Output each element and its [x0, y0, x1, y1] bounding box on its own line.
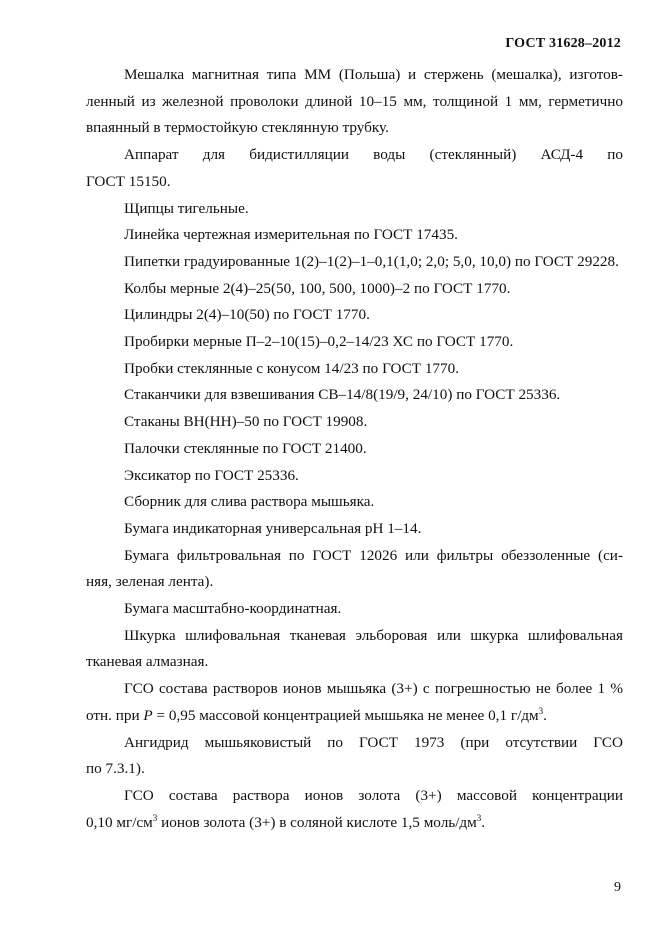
page-number: 9: [614, 880, 621, 895]
paragraph-gold-gso: [86, 783, 623, 836]
paragraph-pipettes: Пипетки градуированные 1(2)–1(2)–1–0,1(1,0; 2,0; 5,0, 10,0) по ГОСТ 29228.: [124, 252, 619, 270]
text-line: ГСО состава раствора ионов золота (3+) массовой концентрации: [124, 786, 623, 804]
paragraph-filter-paper: [86, 543, 623, 596]
text-line: Мешалка магнитная типа ММ (Польша) и стержень (мешалка), изготов-: [124, 66, 623, 83]
text-line: [86, 810, 623, 837]
text-line: няя, зеленая лента).: [86, 573, 214, 591]
text-line: впаянный в термостойкую стеклянную трубку.: [86, 119, 389, 137]
paragraph-indicator-paper: Бумага индикаторная универсальная рН 1–14.: [124, 519, 422, 537]
paragraph-beakers: Стаканы ВН(НН)–50 по ГОСТ 19908.: [124, 413, 368, 431]
paragraph-cylinders: Цилиндры 2(4)–10(50) по ГОСТ 1770.: [124, 306, 370, 324]
text-line: Ангидрид мышьяковистый по ГОСТ 1973 (при отсутствии ГСО: [124, 733, 623, 751]
text-line: ГОСТ 15150.: [86, 172, 171, 190]
paragraph-graph-paper: Бумага масштабно-координатная.: [124, 600, 342, 618]
variable-p: Р: [143, 706, 153, 724]
paragraph-tongs: Щипцы тигельные.: [124, 199, 249, 217]
paragraph-mixer: [86, 62, 623, 142]
text-line: Аппарат для бидистилляции воды (стеклянный) АСД-4 по: [124, 146, 623, 164]
paragraph-flasks: Колбы мерные 2(4)–25(50, 100, 500, 1000)–2 по ГОСТ 1770.: [124, 279, 511, 297]
text-line: ленный из железной проволоки длиной 10–15 мм, толщиной 1 мм, герметично: [86, 92, 623, 110]
paragraph-distiller: [86, 142, 623, 195]
paragraph-collector: Сборник для слива раствора мышьяка.: [124, 493, 375, 511]
text-line: Бумага фильтровальная по ГОСТ 12026 или фильтры обеззоленные (си-: [124, 546, 623, 564]
text-fragment: .: [543, 706, 547, 724]
document-body: [86, 62, 623, 836]
superscript: 3: [538, 705, 544, 716]
paragraph-weighing-bottles: Стаканчики для взвешивания СВ–14/8(19/9, 24/10) по ГОСТ 25336.: [124, 386, 561, 404]
text-line: тканевая алмазная.: [86, 653, 209, 671]
text-line: [86, 703, 623, 730]
paragraph-arsenic-gso: [86, 676, 623, 729]
text-fragment: 0,10 мг/см: [86, 813, 153, 831]
text-line: по 7.3.1).: [86, 760, 145, 778]
text-line: Шкурка шлифовальная тканевая эльборовая или шкурка шлифовальная: [124, 626, 623, 644]
paragraph-arsenic-anhydride: [86, 730, 623, 783]
text-fragment: отн. при: [86, 706, 144, 724]
paragraph-sandpaper: [86, 623, 623, 676]
text-fragment: ионов золота (3+) в соляной кислоте 1,5 моль/дм: [157, 813, 477, 831]
paragraph-glass-rods: Палочки стеклянные по ГОСТ 21400.: [124, 439, 367, 457]
paragraph-ruler: Линейка чертежная измерительная по ГОСТ 17435.: [124, 226, 458, 244]
paragraph-test-tubes: Пробирки мерные П–2–10(15)–0,2–14/23 ХС по ГОСТ 1770.: [124, 333, 514, 351]
text-fragment: .: [481, 813, 486, 831]
text-fragment: = 0,95 массовой концентрацией мышьяка не менее 0,1 г/дм: [152, 706, 539, 724]
superscript: 3: [476, 812, 482, 823]
document-header: ГОСТ 31628–2012: [505, 36, 621, 51]
superscript: 3: [152, 812, 158, 823]
text-line: ГСО состава растворов ионов мышьяка (3+) с погрешностью не более 1 %: [124, 680, 623, 698]
paragraph-desiccator: Эксикатор по ГОСТ 25336.: [124, 466, 299, 484]
paragraph-stoppers: Пробки стеклянные с конусом 14/23 по ГОСТ 1770.: [124, 359, 459, 377]
